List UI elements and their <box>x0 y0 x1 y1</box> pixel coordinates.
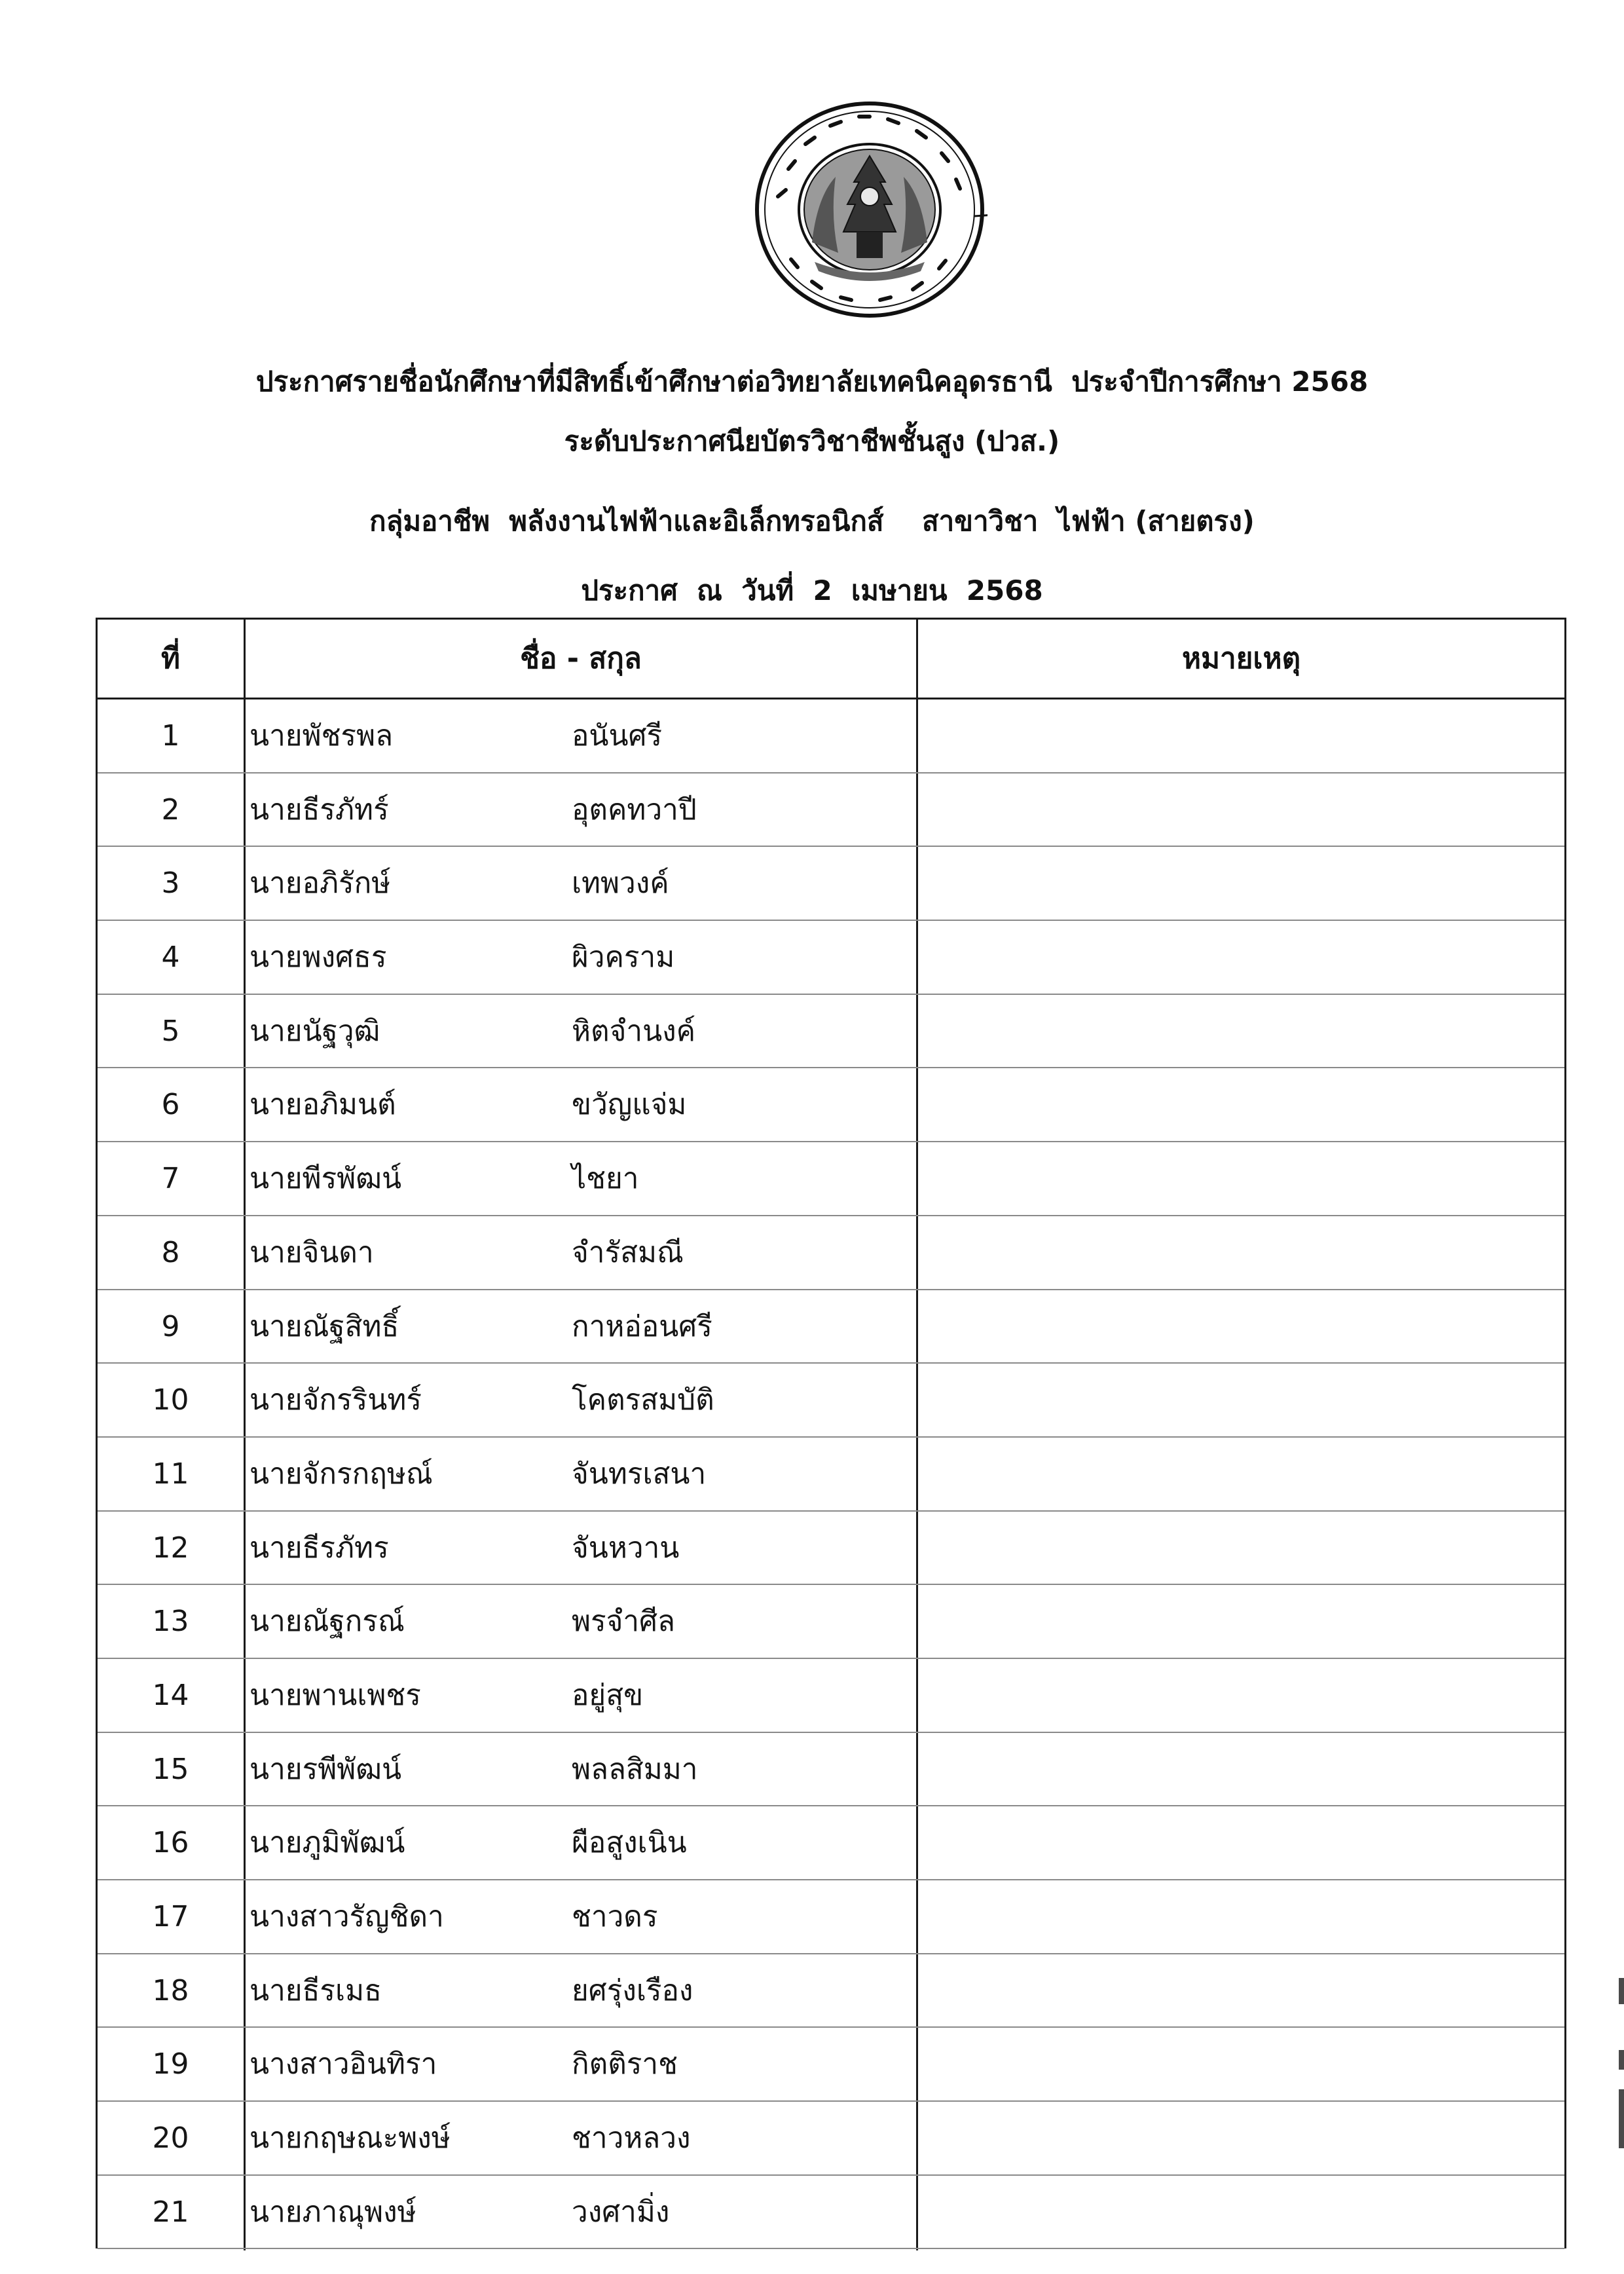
student-last-name: ขวัญแจ่ม <box>572 1088 687 1122</box>
student-first-name: นางสาวอินทิรา <box>249 2047 437 2081</box>
student-last-name: ผือสูงเนิน <box>572 1826 687 1860</box>
table-row <box>98 1216 1564 1290</box>
student-first-name: นายนัฐวุฒิ <box>249 1014 380 1048</box>
table-row <box>98 1438 1564 1512</box>
row-remark <box>918 699 1564 772</box>
student-first-name: นายจักรรินทร์ <box>249 1383 422 1417</box>
student-first-name: นายพัชรพล <box>249 719 394 753</box>
education-level: ระดับประกาศนียบัตรวิชาชีพชั้นสูง (ปวส.) <box>564 425 1060 457</box>
row-remark <box>918 1659 1564 1732</box>
table-body <box>98 699 1564 2249</box>
college-seal <box>752 98 987 321</box>
row-remark <box>918 1438 1564 1510</box>
student-first-name: นายอภิมนต์ <box>249 1088 396 1122</box>
row-number: 16 <box>152 1826 189 1860</box>
table-row <box>98 1806 1564 1880</box>
student-first-name: นายจินดา <box>249 1235 374 1269</box>
table-row <box>98 1585 1564 1659</box>
row-number: 14 <box>152 1678 189 1712</box>
student-first-name: นางสาวรัญชิดา <box>249 1900 444 1933</box>
row-remark <box>918 847 1564 920</box>
row-number: 4 <box>161 941 180 975</box>
row-remark <box>918 1216 1564 1289</box>
table-row <box>98 1733 1564 1807</box>
student-last-name: พลลสิมมา <box>572 1752 698 1786</box>
row-number: 18 <box>152 1973 189 2007</box>
student-first-name: นายธีรเมธ <box>249 1973 382 2007</box>
table-row <box>98 1290 1564 1364</box>
table-row <box>98 1880 1564 1954</box>
row-number: 3 <box>161 867 180 901</box>
student-last-name: วงศามิ่ง <box>572 2195 670 2229</box>
row-remark <box>918 1068 1564 1141</box>
student-last-name: เทพวงค์ <box>572 867 669 901</box>
row-number: 1 <box>161 719 180 753</box>
student-first-name: นายธีรภัทร <box>249 1531 389 1565</box>
row-number: 9 <box>161 1309 180 1343</box>
row-remark <box>918 774 1564 846</box>
row-remark <box>918 2102 1564 2174</box>
row-number: 21 <box>152 2195 189 2229</box>
row-number: 5 <box>161 1014 180 1048</box>
student-last-name: หิตจำนงค์ <box>572 1014 696 1048</box>
header-number: ที่ <box>160 642 180 675</box>
row-remark <box>918 2176 1564 2248</box>
row-remark <box>918 1290 1564 1363</box>
student-first-name: นายพานเพชร <box>249 1678 421 1712</box>
student-first-name: นายภาณุพงษ์ <box>249 2195 416 2229</box>
scan-edge-mark <box>1619 1978 1624 2004</box>
row-remark <box>918 1806 1564 1879</box>
row-number: 11 <box>152 1457 189 1491</box>
student-last-name: ชาวดร <box>572 1900 658 1933</box>
scan-edge-mark <box>1619 2050 1624 2070</box>
row-number: 12 <box>152 1531 189 1565</box>
row-remark <box>918 1880 1564 1953</box>
student-last-name: จันหวาน <box>572 1531 680 1565</box>
row-number: 2 <box>161 792 180 827</box>
row-number: 7 <box>161 1162 180 1196</box>
student-first-name: นายภูมิพัฒน์ <box>249 1826 405 1860</box>
student-first-name: นายพีรพัฒน์ <box>249 1162 402 1196</box>
student-last-name: อุตคทวาปี <box>572 792 697 827</box>
row-remark <box>918 1512 1564 1584</box>
row-remark <box>918 995 1564 1068</box>
table-row <box>98 774 1564 848</box>
student-first-name: นายณัฐสิทธิ์ <box>249 1309 399 1343</box>
student-last-name: กาหอ่อนศรี <box>572 1309 712 1343</box>
row-number: 13 <box>152 1605 189 1639</box>
row-number: 17 <box>152 1900 189 1933</box>
student-last-name: ไชยา <box>572 1162 639 1196</box>
student-last-name: อยู่สุข <box>572 1678 644 1712</box>
row-number: 8 <box>161 1235 180 1269</box>
student-first-name: นายพงศธร <box>249 941 387 975</box>
table-row <box>98 995 1564 1069</box>
student-last-name: ยศรุ่งเรือง <box>572 1973 693 2007</box>
table-row <box>98 1068 1564 1142</box>
table-row <box>98 2176 1564 2250</box>
student-first-name: นายรพีพัฒน์ <box>249 1752 402 1786</box>
table-row <box>98 2028 1564 2102</box>
college-seal-icon <box>752 98 987 321</box>
table-row <box>98 1512 1564 1586</box>
header-remark: หมายเหตุ <box>1181 642 1301 675</box>
row-number: 20 <box>152 2121 189 2155</box>
table-row <box>98 1142 1564 1216</box>
row-number: 15 <box>152 1752 189 1786</box>
student-last-name: ผิวคราม <box>572 941 675 975</box>
student-first-name: นายจักรกฤษณ์ <box>249 1457 433 1491</box>
student-last-name: จันทรเสนา <box>572 1457 707 1491</box>
student-list-table <box>96 618 1566 2248</box>
table-row <box>98 847 1564 921</box>
row-number: 10 <box>152 1383 189 1417</box>
announcement-date: ประกาศ ณ วันที่ 2 เมษายน 2568 <box>581 574 1043 606</box>
table-row <box>98 1364 1564 1438</box>
student-last-name: โคตรสมบัติ <box>572 1383 714 1417</box>
row-remark <box>918 1364 1564 1436</box>
row-remark <box>918 1142 1564 1215</box>
row-remark <box>918 921 1564 994</box>
row-remark <box>918 1954 1564 2027</box>
student-last-name: พรจำศีล <box>572 1605 676 1639</box>
student-first-name: นายกฤษณะพงษ์ <box>249 2121 451 2155</box>
student-last-name: กิตติราช <box>572 2047 678 2081</box>
student-first-name: นายอภิรักษ์ <box>249 867 391 901</box>
scan-edge-mark <box>1619 2089 1624 2148</box>
announcement-title: ประกาศรายชื่อนักศึกษาที่มีสิทธิ์เข้าศึกษาต่อวิทยาลัยเทคนิคอุดรธานี ประจำปีการศึกษา 2568 <box>255 365 1369 398</box>
table-row <box>98 1659 1564 1733</box>
header-name: ชื่อ - สกุล <box>520 642 642 675</box>
row-number: 19 <box>152 2047 189 2081</box>
student-first-name: นายณัฐกรณ์ <box>249 1605 405 1639</box>
student-first-name: นายธีรภัทร์ <box>249 792 389 827</box>
student-last-name: ชาวหลวง <box>572 2121 691 2155</box>
table-row <box>98 699 1564 774</box>
table-row <box>98 921 1564 995</box>
table-row <box>98 2102 1564 2176</box>
student-last-name: อนันศรี <box>572 719 663 753</box>
row-number: 6 <box>161 1088 180 1122</box>
table-header <box>98 620 1564 699</box>
program-group: กลุ่มอาชีพ พลังงานไฟฟ้าและอิเล็กทรอนิกส์ สาขาวิชา ไฟฟ้า (สายตรง) <box>369 505 1255 537</box>
student-last-name: จำรัสมณี <box>572 1235 684 1269</box>
row-remark <box>918 2028 1564 2100</box>
row-remark <box>918 1585 1564 1658</box>
row-remark <box>918 1733 1564 1806</box>
table-row <box>98 1954 1564 2028</box>
